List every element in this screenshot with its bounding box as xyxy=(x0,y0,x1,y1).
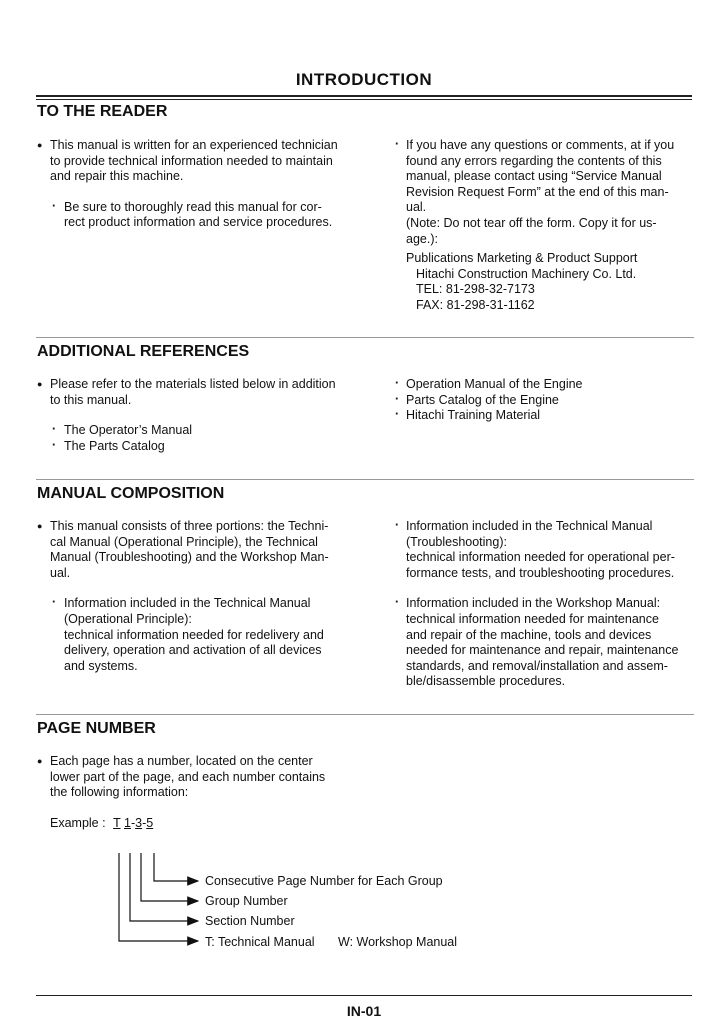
text-line: to provide technical information needed to maintain xyxy=(50,153,333,168)
references-left-column xyxy=(37,377,350,454)
example-part: 1 xyxy=(123,816,131,830)
references-bullet xyxy=(37,377,350,408)
text-line: technical information needed for redelivery and xyxy=(64,627,324,642)
text-line: delivery, operation and activation of all devices xyxy=(64,643,322,658)
text-line: needed for maintenance and repair, maintenance xyxy=(406,643,679,658)
text-line: standards, and removal/installation and assem- xyxy=(406,658,668,673)
composition-right-column xyxy=(393,519,691,690)
reader-right-column xyxy=(393,138,691,314)
page-number-diagram xyxy=(0,845,728,955)
leader-line-consecutive xyxy=(154,853,198,881)
text-line: found any errors regarding the contents of this xyxy=(406,153,662,168)
text-line: (Note: Do not tear off the form. Copy it for us- xyxy=(406,215,657,230)
diagram-label-group: Group Number xyxy=(205,894,288,908)
text-line: cal Manual (Operational Principle), the Technical xyxy=(50,534,318,549)
text-line: and systems. xyxy=(64,658,138,673)
section-divider xyxy=(36,714,694,715)
text-line: technical information needed for maintenance xyxy=(406,611,659,626)
text-line: ● This manual consists of three portions: the Techni- xyxy=(50,519,329,533)
text-line: ● Each page has a number, located on the center xyxy=(50,754,313,768)
text-line: · If you have any questions or comments, at if you xyxy=(406,138,675,152)
reader-bullet xyxy=(37,138,350,185)
text-line: lower part of the page, and each number contains xyxy=(50,769,326,784)
text-line: ual. xyxy=(406,200,427,215)
text-line: ual. xyxy=(50,565,71,580)
page-number-bullet xyxy=(37,754,350,801)
text-line: technical information needed for operational per- xyxy=(406,550,675,565)
composition-right-sub xyxy=(393,519,691,581)
composition-bullet xyxy=(37,519,350,581)
leader-line-group xyxy=(141,853,198,901)
text-line: Revision Request Form” at the end of this man- xyxy=(406,184,669,199)
title-rule-thin xyxy=(36,99,692,100)
text-line: age.): xyxy=(406,231,438,246)
text-line: (Troubleshooting): xyxy=(406,534,507,549)
example-part: 5 xyxy=(146,816,154,830)
contact-tel: TEL: 81-298-32-7173 xyxy=(416,282,535,297)
diagram-label-consecutive: Consecutive Page Number for Each Group xyxy=(205,874,443,888)
example-line xyxy=(50,816,153,832)
text-line: and repair this machine. xyxy=(50,169,184,184)
text-line: manual, please contact using “Service Manual xyxy=(406,169,662,184)
leader-line-manual xyxy=(119,853,198,941)
page-title: INTRODUCTION xyxy=(295,70,433,89)
section-divider xyxy=(36,479,694,480)
footer-rule xyxy=(36,995,692,996)
diagram-label-section: Section Number xyxy=(205,914,295,928)
example-part: - xyxy=(130,816,136,830)
reference-item: · Operation Manual of the Engine xyxy=(393,377,691,393)
text-line: ● This manual is written for an experienced technician xyxy=(50,138,338,152)
composition-sub-bullet xyxy=(37,596,350,674)
reference-item: · Hitachi Training Material xyxy=(393,408,691,424)
text-line: formance tests, and troubleshooting procedures. xyxy=(406,565,675,580)
reference-item: · The Parts Catalog xyxy=(37,439,350,455)
diagram-label-technical: T: Technical Manual xyxy=(205,935,315,949)
section-heading-references: ADDITIONAL REFERENCES xyxy=(37,343,250,360)
text-line: ble/disassemble procedures. xyxy=(406,674,566,689)
text-line: Manual (Troubleshooting) and the Workshop Man- xyxy=(50,550,329,565)
leader-line-section xyxy=(130,853,198,921)
composition-right-sub xyxy=(393,596,691,690)
references-right-column xyxy=(393,377,691,424)
text-line: ● Please refer to the materials listed below in addition xyxy=(50,377,336,391)
example-part: 3 xyxy=(135,816,143,830)
reader-sub-bullet xyxy=(37,200,350,231)
text-line: and repair of the machine, tools and devices xyxy=(406,627,652,642)
section-heading-composition: MANUAL COMPOSITION xyxy=(37,485,225,502)
text-line: to this manual. xyxy=(50,392,132,407)
section-heading-reader: TO THE READER xyxy=(37,103,168,120)
title-rule xyxy=(36,95,692,97)
text-line: rect product information and service procedures. xyxy=(64,215,333,230)
reference-item: · Parts Catalog of the Engine xyxy=(393,393,691,409)
text-line: the following information: xyxy=(50,785,189,800)
footer-page-number: IN-01 xyxy=(346,1003,382,1019)
example-part: - xyxy=(142,816,147,830)
contact-company: Hitachi Construction Machinery Co. Ltd. xyxy=(416,266,637,281)
page-number-column xyxy=(37,754,350,801)
composition-left-column xyxy=(37,519,350,674)
reference-item: · The Operator’s Manual xyxy=(37,423,350,439)
example-label: Example : xyxy=(50,816,106,830)
text-line: · Information included in the Workshop Manual: xyxy=(406,596,661,611)
text-line: · Information included in the Technical Manual xyxy=(406,519,653,533)
section-divider xyxy=(36,337,694,338)
section-heading-page-number: PAGE NUMBER xyxy=(37,720,156,737)
text-line: (Operational Principle): xyxy=(64,611,192,626)
reader-right-bullet xyxy=(393,138,691,247)
text-line: · Be sure to thoroughly read this manual for cor- xyxy=(64,199,322,214)
diagram-label-workshop: W: Workshop Manual xyxy=(338,935,458,949)
contact-fax: FAX: 81-298-31-1162 xyxy=(416,297,535,312)
contact-org: Publications Marketing & Product Support xyxy=(406,251,638,266)
text-line: · Information included in the Technical Manual xyxy=(64,596,311,611)
example-part: T xyxy=(113,816,121,830)
reader-left-column xyxy=(37,138,350,231)
